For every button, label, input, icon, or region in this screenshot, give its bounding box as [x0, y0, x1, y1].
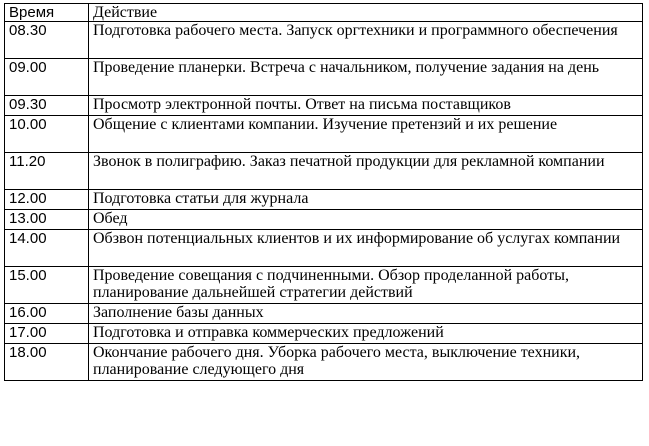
time-cell: 08.30	[5, 22, 89, 59]
action-cell: Проведение планерки. Встреча с начальником, получение задания на день	[89, 59, 643, 96]
time-cell: 12.00	[5, 190, 89, 210]
table-row	[5, 59, 643, 96]
header-action: Действие	[89, 4, 643, 22]
action-cell: Подготовка статьи для журнала	[89, 190, 643, 210]
table-header-row	[5, 4, 643, 22]
time-cell: 15.00	[5, 267, 89, 304]
table-row	[5, 267, 643, 304]
table-row	[5, 210, 643, 230]
time-cell: 16.00	[5, 304, 89, 324]
table-row	[5, 153, 643, 190]
action-cell: Подготовка и отправка коммерческих предложений	[89, 324, 643, 344]
schedule-table	[4, 3, 643, 381]
action-cell: Общение с клиентами компании. Изучение претензий и их решение	[89, 116, 643, 153]
time-cell: 14.00	[5, 230, 89, 267]
action-cell: Обед	[89, 210, 643, 230]
action-cell: Проведение совещания с подчиненными. Обзор проделанной работы, планирование дальнейшей стратегии действий	[89, 267, 643, 304]
action-cell: Окончание рабочего дня. Уборка рабочего места, выключение техники, планирование следующего дня	[89, 344, 643, 381]
table-row	[5, 96, 643, 116]
time-cell: 13.00	[5, 210, 89, 230]
time-cell: 10.00	[5, 116, 89, 153]
table-row	[5, 116, 643, 153]
time-cell: 17.00	[5, 324, 89, 344]
action-cell: Заполнение базы данных	[89, 304, 643, 324]
time-cell: 09.30	[5, 96, 89, 116]
time-cell: 09.00	[5, 59, 89, 96]
table-row	[5, 190, 643, 210]
action-cell: Звонок в полиграфию. Заказ печатной продукции для рекламной компании	[89, 153, 643, 190]
table-row	[5, 230, 643, 267]
table-row	[5, 344, 643, 381]
header-time: Время	[5, 4, 89, 22]
table-row	[5, 324, 643, 344]
time-cell: 18.00	[5, 344, 89, 381]
action-cell: Обзвон потенциальных клиентов и их информирование об услугах компании	[89, 230, 643, 267]
time-cell: 11.20	[5, 153, 89, 190]
action-cell: Подготовка рабочего места. Запуск оргтехники и программного обеспечения	[89, 22, 643, 59]
table-row	[5, 304, 643, 324]
action-cell: Просмотр электронной почты. Ответ на письма поставщиков	[89, 96, 643, 116]
table-row	[5, 22, 643, 59]
